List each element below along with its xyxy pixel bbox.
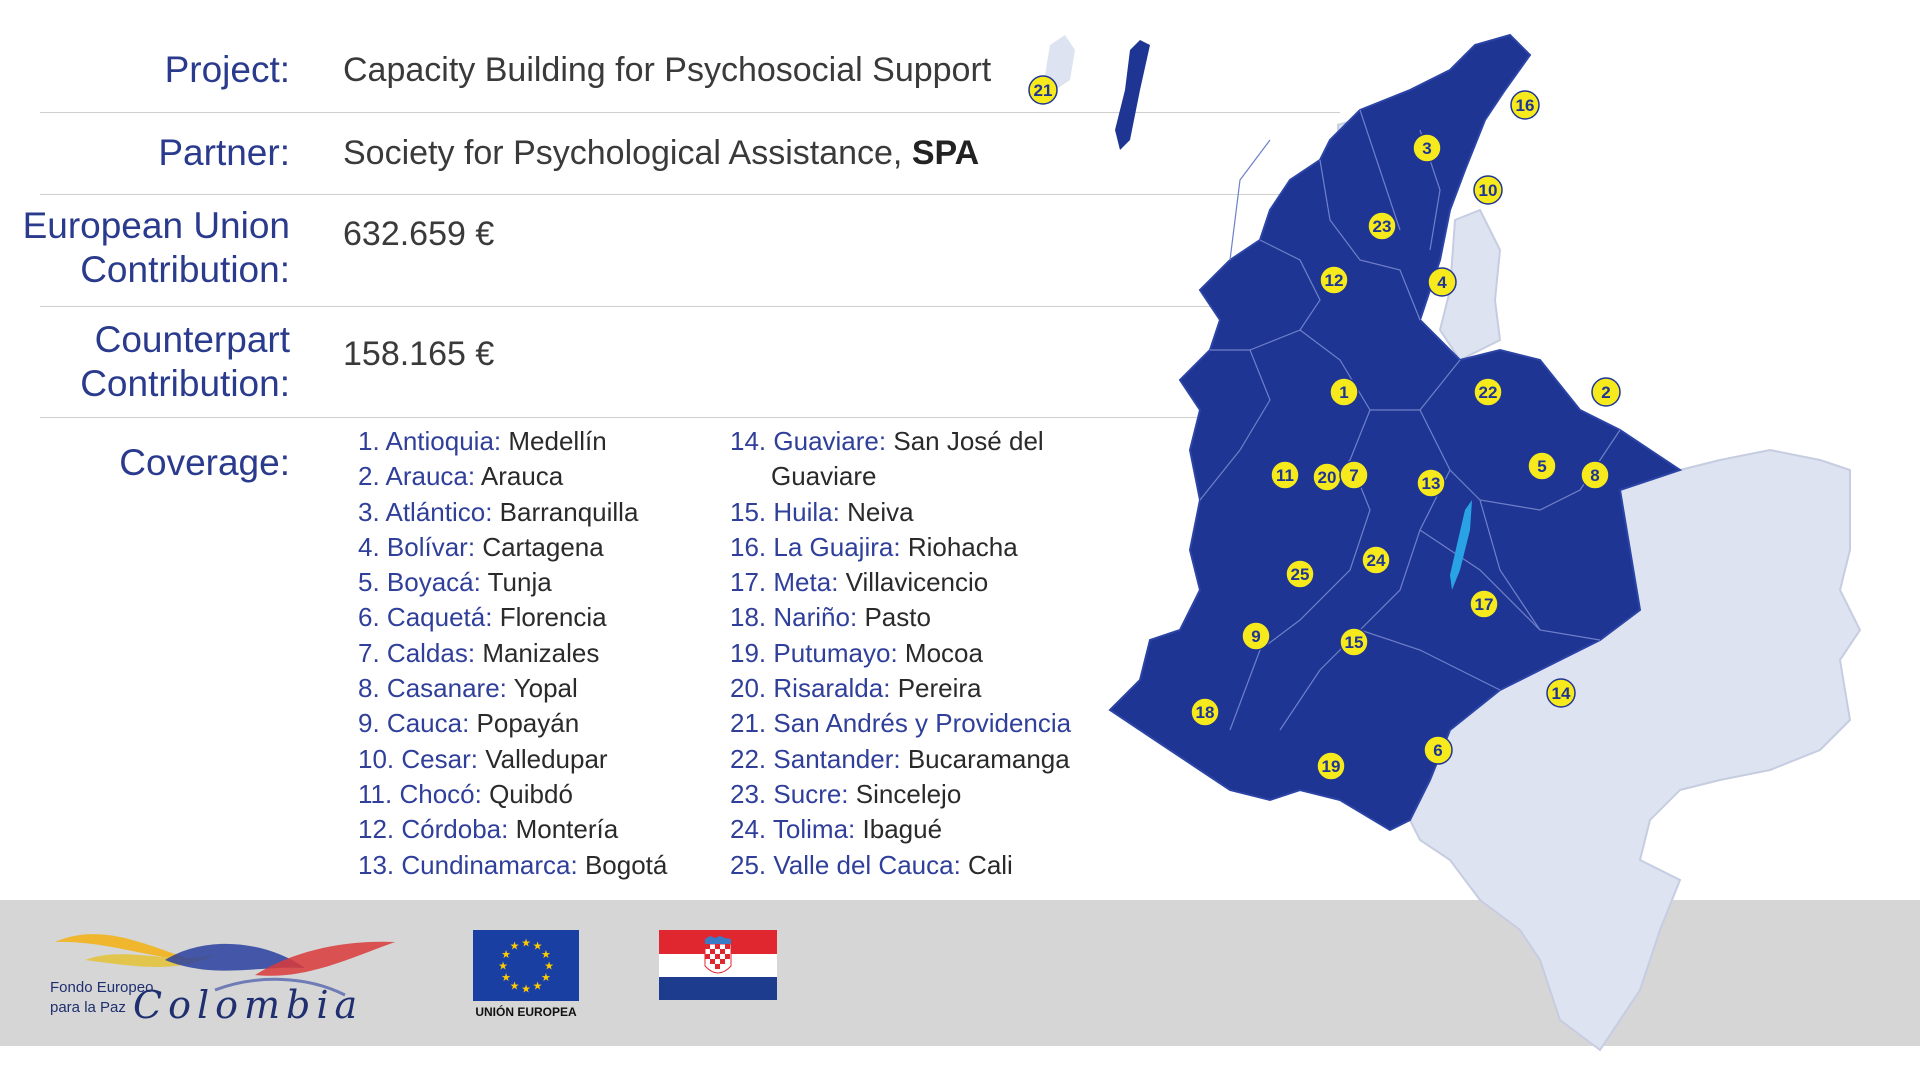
eu-star-icon: ★: [501, 949, 512, 961]
map-badge: [1470, 590, 1498, 618]
list-item: 4. Bolívar: Cartagena: [358, 531, 604, 562]
map-badge-label: 7: [1349, 466, 1359, 485]
list-item: 14. Guaviare: San José del Guaviare: [730, 426, 1044, 492]
map-badge: [1413, 134, 1441, 162]
list-item: 24. Tolima: Ibagué: [730, 814, 943, 845]
map-badge-label: 21: [1033, 81, 1053, 100]
eu-star-icon: ★: [501, 972, 512, 984]
list-item: 23. Sucre: Sincelejo: [730, 778, 962, 809]
map-badge: [1528, 452, 1556, 480]
list-item: 12. Córdoba: Montería: [358, 814, 619, 845]
map-badge-label: 25: [1290, 565, 1310, 584]
map-island-covered: [1115, 40, 1150, 150]
map-badge-label: 3: [1422, 139, 1432, 158]
map-badge-label: 14: [1551, 684, 1571, 703]
map-badge: [1547, 679, 1575, 707]
map-badge-label: 1: [1339, 383, 1349, 402]
partner-acronym: SPA: [911, 134, 980, 172]
map-badge-label: 8: [1590, 466, 1600, 485]
map-badge-label: 2: [1601, 383, 1611, 402]
map-badge-label: 19: [1321, 757, 1341, 776]
map-badge-label: 4: [1437, 273, 1447, 292]
list-item: 15. Huila: Neiva: [730, 496, 914, 527]
map-badge: [1029, 76, 1057, 104]
map-badge-label: 9: [1251, 627, 1261, 646]
list-item: 20. Risaralda: Pereira: [730, 673, 982, 704]
list-item: 3. Atlántico: Barranquilla: [358, 496, 639, 527]
map-badge-label: 17: [1474, 595, 1494, 614]
fondo-europeo-logo: [45, 920, 405, 1030]
map-badge: [1340, 461, 1368, 489]
eu-contribution-label: [20, 204, 290, 292]
map-badge: [1317, 752, 1345, 780]
list-item: 16. La Guajira: Riohacha: [730, 531, 1018, 562]
eu-star-icon: ★: [532, 980, 543, 993]
counterpart-contribution-value: 158.165 €: [343, 335, 495, 373]
map-badge: [1474, 378, 1502, 406]
map-badge: [1368, 212, 1396, 240]
list-item: 8. Casanare: Yopal: [358, 673, 578, 704]
list-item: 13. Cundinamarca: Bogotá: [358, 849, 668, 880]
counterpart-label-line1: Counterpart: [94, 319, 290, 360]
map-badge: [1417, 469, 1445, 497]
coverage-list-col1: [358, 424, 667, 883]
list-item: 10. Cesar: Valledupar: [358, 743, 608, 774]
project-value: Capacity Building for Psychosocial Support: [343, 51, 992, 89]
list-item: 5. Boyacá: Tunja: [358, 567, 552, 598]
list-item: 7. Caldas: Manizales: [358, 637, 600, 668]
coverage-list-col2: [730, 424, 1101, 883]
list-item: 18. Nariño: Pasto: [730, 602, 931, 633]
map-badge: [1362, 546, 1390, 574]
map-badge: [1592, 378, 1620, 406]
list-item: 19. Putumayo: Mocoa: [730, 637, 983, 668]
map-badge-label: 20: [1317, 468, 1337, 487]
list-item: 1. Antioquia: Medellín: [358, 426, 607, 456]
eu-star-icon: ★: [509, 980, 520, 993]
eu-star-icon: ★: [521, 983, 531, 996]
eu-star-icon: ★: [540, 949, 551, 961]
list-item: 9. Cauca: Popayán: [358, 708, 580, 739]
map-badge-label: 13: [1421, 474, 1441, 493]
eu-flag: [473, 930, 579, 1020]
map-badge: [1271, 461, 1299, 489]
list-item: 6. Caquetá: Florencia: [358, 602, 607, 633]
map-badge: [1242, 622, 1270, 650]
eu-star-icon: ★: [521, 937, 531, 950]
map-badge: [1340, 628, 1368, 656]
eu-star-icon: ★: [532, 940, 543, 953]
map-badge-label: 18: [1195, 703, 1215, 722]
eu-contribution-value: 632.659 €: [343, 215, 495, 253]
fondo-line1: Fondo Europeo: [50, 979, 154, 996]
eu-caption: UNIÓN EUROPEA: [475, 1005, 577, 1019]
map-badge-label: 5: [1537, 457, 1547, 476]
map-badge: [1313, 463, 1341, 491]
map-badge-label: 10: [1478, 181, 1498, 200]
map-badge: [1320, 266, 1348, 294]
eu-star-icon: ★: [509, 940, 520, 953]
list-item: 11. Chocó: Quibdó: [358, 778, 573, 809]
project-label: Project:: [164, 49, 290, 90]
fondo-line2: para la Paz: [50, 999, 126, 1016]
map-badge: [1581, 461, 1609, 489]
eu-label-line2: Contribution:: [80, 249, 290, 290]
partner-label: Partner:: [158, 132, 290, 173]
map-badge-label: 6: [1433, 741, 1443, 760]
eu-star-icon: ★: [540, 972, 551, 984]
list-item: 2. Arauca: Arauca: [358, 461, 564, 492]
counterpart-label-line2: Contribution:: [80, 363, 290, 404]
fondo-script: Colombia: [133, 983, 364, 1027]
map-badge: [1474, 176, 1502, 204]
partner-name: Society for Psychological Assistance,: [343, 134, 912, 172]
map-badge: [1191, 698, 1219, 726]
list-item: 25. Valle del Cauca: Cali: [730, 849, 1013, 880]
map-badge: [1424, 736, 1452, 764]
coverage-label: Coverage:: [119, 442, 290, 483]
list-item: 21. San Andrés y Providencia: [730, 708, 1072, 739]
map-badge-label: 16: [1515, 96, 1535, 115]
counterpart-contribution-label: [20, 318, 290, 406]
map-badge-label: 12: [1324, 271, 1344, 290]
colombia-map: [1033, 30, 1920, 1080]
map-badge-label: 23: [1372, 217, 1392, 236]
croatia-flag: [659, 930, 777, 1000]
map-badge: [1286, 560, 1314, 588]
list-item: 22. Santander: Bucaramanga: [730, 743, 1070, 774]
partner-value: [343, 131, 979, 175]
eu-label-line1: European Union: [22, 205, 290, 246]
eu-star-icon: ★: [498, 960, 508, 973]
map-badge-label: 22: [1478, 383, 1498, 402]
map-badge-label: 24: [1366, 551, 1386, 570]
map-badge-label: 11: [1276, 466, 1294, 485]
map-badge: [1330, 378, 1358, 406]
eu-star-icon: ★: [544, 960, 554, 973]
list-item: 17. Meta: Villavicencio: [730, 567, 989, 598]
map-badge: [1428, 268, 1456, 296]
map-badge-label: 15: [1344, 633, 1364, 652]
map-badge: [1511, 91, 1539, 119]
